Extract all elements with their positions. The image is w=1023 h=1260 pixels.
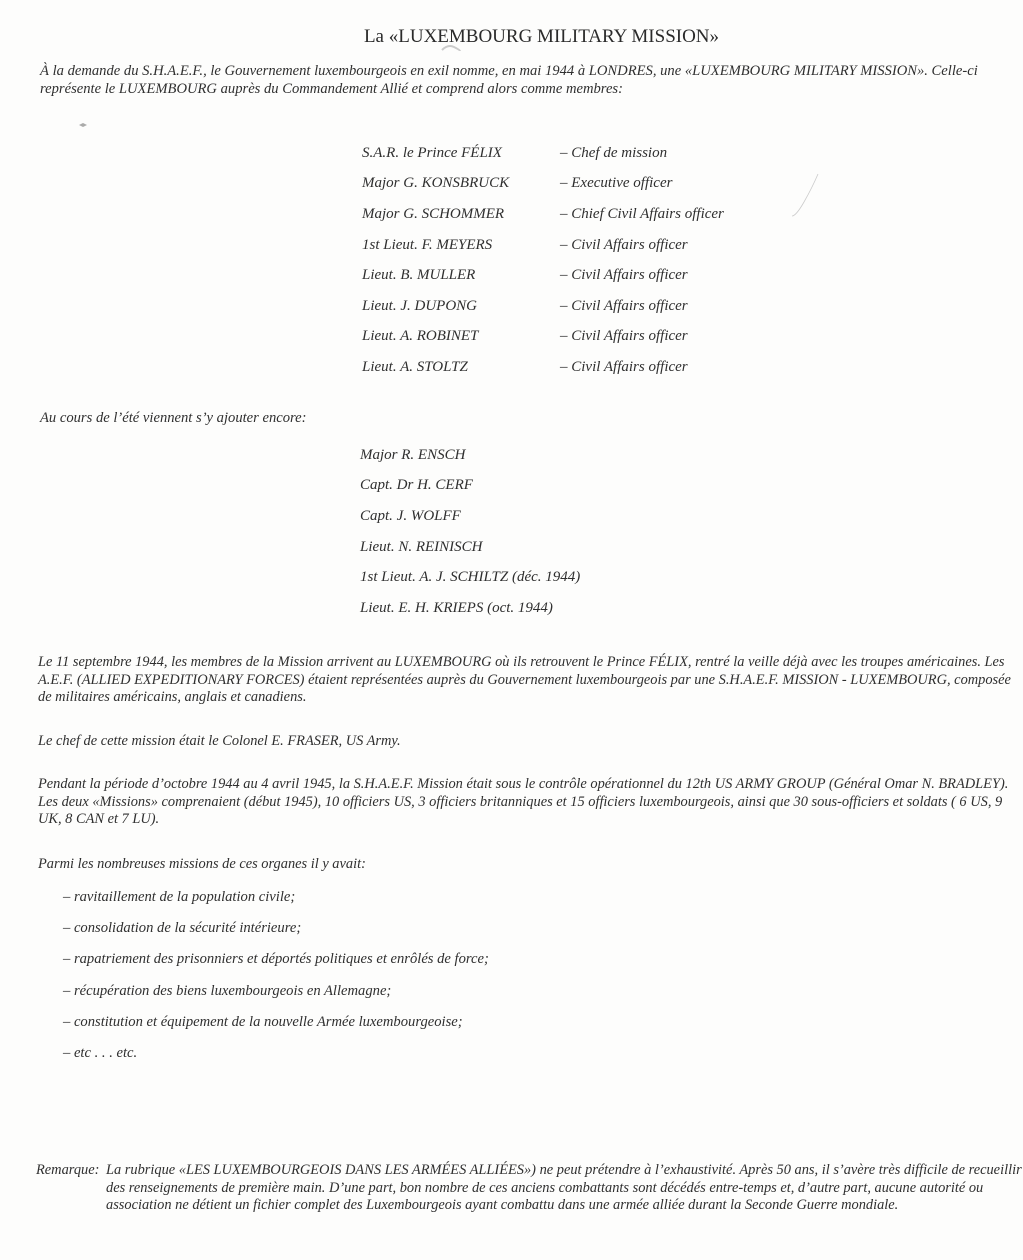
pencil-scratch (790, 172, 820, 218)
member-row (362, 260, 724, 291)
remark-text: La rubrique «LES LUXEMBOURGEOIS DANS LES ARMÉES ALLIÉES») ne peut prétendre à l’exhaustivité. Après 50 ans, il s’avère très difficile de recueillir des renseignements de première main. D’une part, bon nombre de ces anciens combattants sont décédés entre-temps et, d’autre part, aucune autorité ou association ne détient un fichier complet des Luxembourgeois ayant combattu dans une armée alliée durant la Seconde Guerre mondiale. (106, 1162, 1022, 1213)
paragraph-period: Pendant la période d’octobre 1944 au 4 avril 1945, la S.H.A.E.F. Mission était sous le contrôle opérationnel du 12th US ARMY GROUP (Général Omar N. BRADLEY). Les deux «Missions» comprenaient (début 1945), 10 officiers US, 3 officiers britanniques et 15 officiers luxembourgeois, ainsi que 30 sous-officiers et soldats ( 6 US, 9 UK, 8 CAN et 7 LU). (38, 776, 1009, 827)
additional-member: Capt. J. WOLFF (360, 507, 461, 524)
summer-intro: Au cours de l’été viennent s’y ajouter encore: (40, 410, 307, 426)
member-role: – Executive officer (560, 175, 673, 192)
member-name: 1st Lieut. F. MEYERS (362, 236, 493, 253)
paragraph-arrival: Le 11 septembre 1944, les membres de la Mission arrivent au LUXEMBOURG où ils retrouvent le Prince FÉLIX, rentré la veille déjà avec les troupes américaines. Les A.E.F. (ALLIED EXPEDITIONARY FORCES) étaient représentées auprès du Gouvernement luxembourgeois par une S.H.A.E.F. MISSION - LUXEMBOURG, composée de militaires américains, anglais et canadiens. (38, 654, 1011, 705)
list-item: – consolidation de la sécurité intérieure; (63, 920, 302, 937)
ink-smudge (440, 42, 462, 54)
member-role: – Civil Affairs officer (560, 297, 688, 314)
additional-member: Lieut. N. REINISCH (360, 538, 483, 555)
member-name: S.A.R. le Prince FÉLIX (362, 144, 502, 161)
member-role: – Civil Affairs officer (560, 328, 688, 345)
tasks-list (63, 882, 489, 1069)
member-role: – Civil Affairs officer (560, 267, 688, 284)
list-item: – récupération des biens luxembourgeois en Allemagne; (63, 982, 392, 999)
paragraph-chief: Le chef de cette mission était le Colonel E. FRASER, US Army. (38, 733, 401, 749)
additional-member: Major R. ENSCH (360, 446, 466, 463)
member-row (362, 291, 724, 322)
paragraph-missions-intro: Parmi les nombreuses missions de ces organes il y avait: (38, 856, 366, 872)
member-row (362, 322, 724, 353)
remark-label: Remarque: (36, 1162, 100, 1178)
list-item: – constitution et équipement de la nouvelle Armée luxembourgeoise; (63, 1013, 463, 1030)
list-item: – ravitaillement de la population civile; (63, 889, 296, 906)
additional-member: Capt. Dr H. CERF (360, 477, 473, 494)
member-name: Lieut. B. MULLER (362, 267, 476, 284)
list-item: – etc . . . etc. (63, 1045, 138, 1062)
page-title: La «LUXEMBOURG MILITARY MISSION» (363, 26, 720, 47)
member-role: – Chief Civil Affairs officer (560, 205, 724, 222)
member-row (362, 199, 724, 230)
member-row (362, 138, 724, 169)
list-item: – rapatriement des prisonniers et déportés politiques et enrôlés de force; (63, 951, 489, 968)
member-name: Lieut. J. DUPONG (362, 297, 477, 314)
member-role: – Civil Affairs officer (560, 358, 688, 375)
additional-member: Lieut. E. H. KRIEPS (oct. 1944) (360, 599, 553, 616)
member-row (362, 169, 724, 200)
member-name: Lieut. A. ROBINET (362, 328, 479, 345)
intro-paragraph: À la demande du S.H.A.E.F., le Gouvernement luxembourgeois en exil nomme, en mai 1944 à LONDRES, une «LUXEMBOURG MILITARY MISSION». Celle-ci représente le LUXEMBOURG auprès du Commandement Allié et comprend alors comme membres: (40, 63, 978, 97)
member-name: Major G. KONSBRUCK (362, 175, 510, 192)
members-list (362, 138, 724, 383)
member-name: Lieut. A. STOLTZ (362, 358, 468, 375)
remark-note (36, 1162, 1023, 1215)
ink-speck (78, 121, 88, 129)
member-role: – Civil Affairs officer (560, 236, 688, 253)
member-role: – Chef de mission (560, 144, 668, 161)
member-name: Major G. SCHOMMER (362, 205, 505, 222)
member-row (362, 230, 724, 261)
additional-member: 1st Lieut. A. J. SCHILTZ (déc. 1944) (360, 569, 581, 586)
member-row (362, 352, 724, 383)
additional-members-list (360, 440, 580, 624)
